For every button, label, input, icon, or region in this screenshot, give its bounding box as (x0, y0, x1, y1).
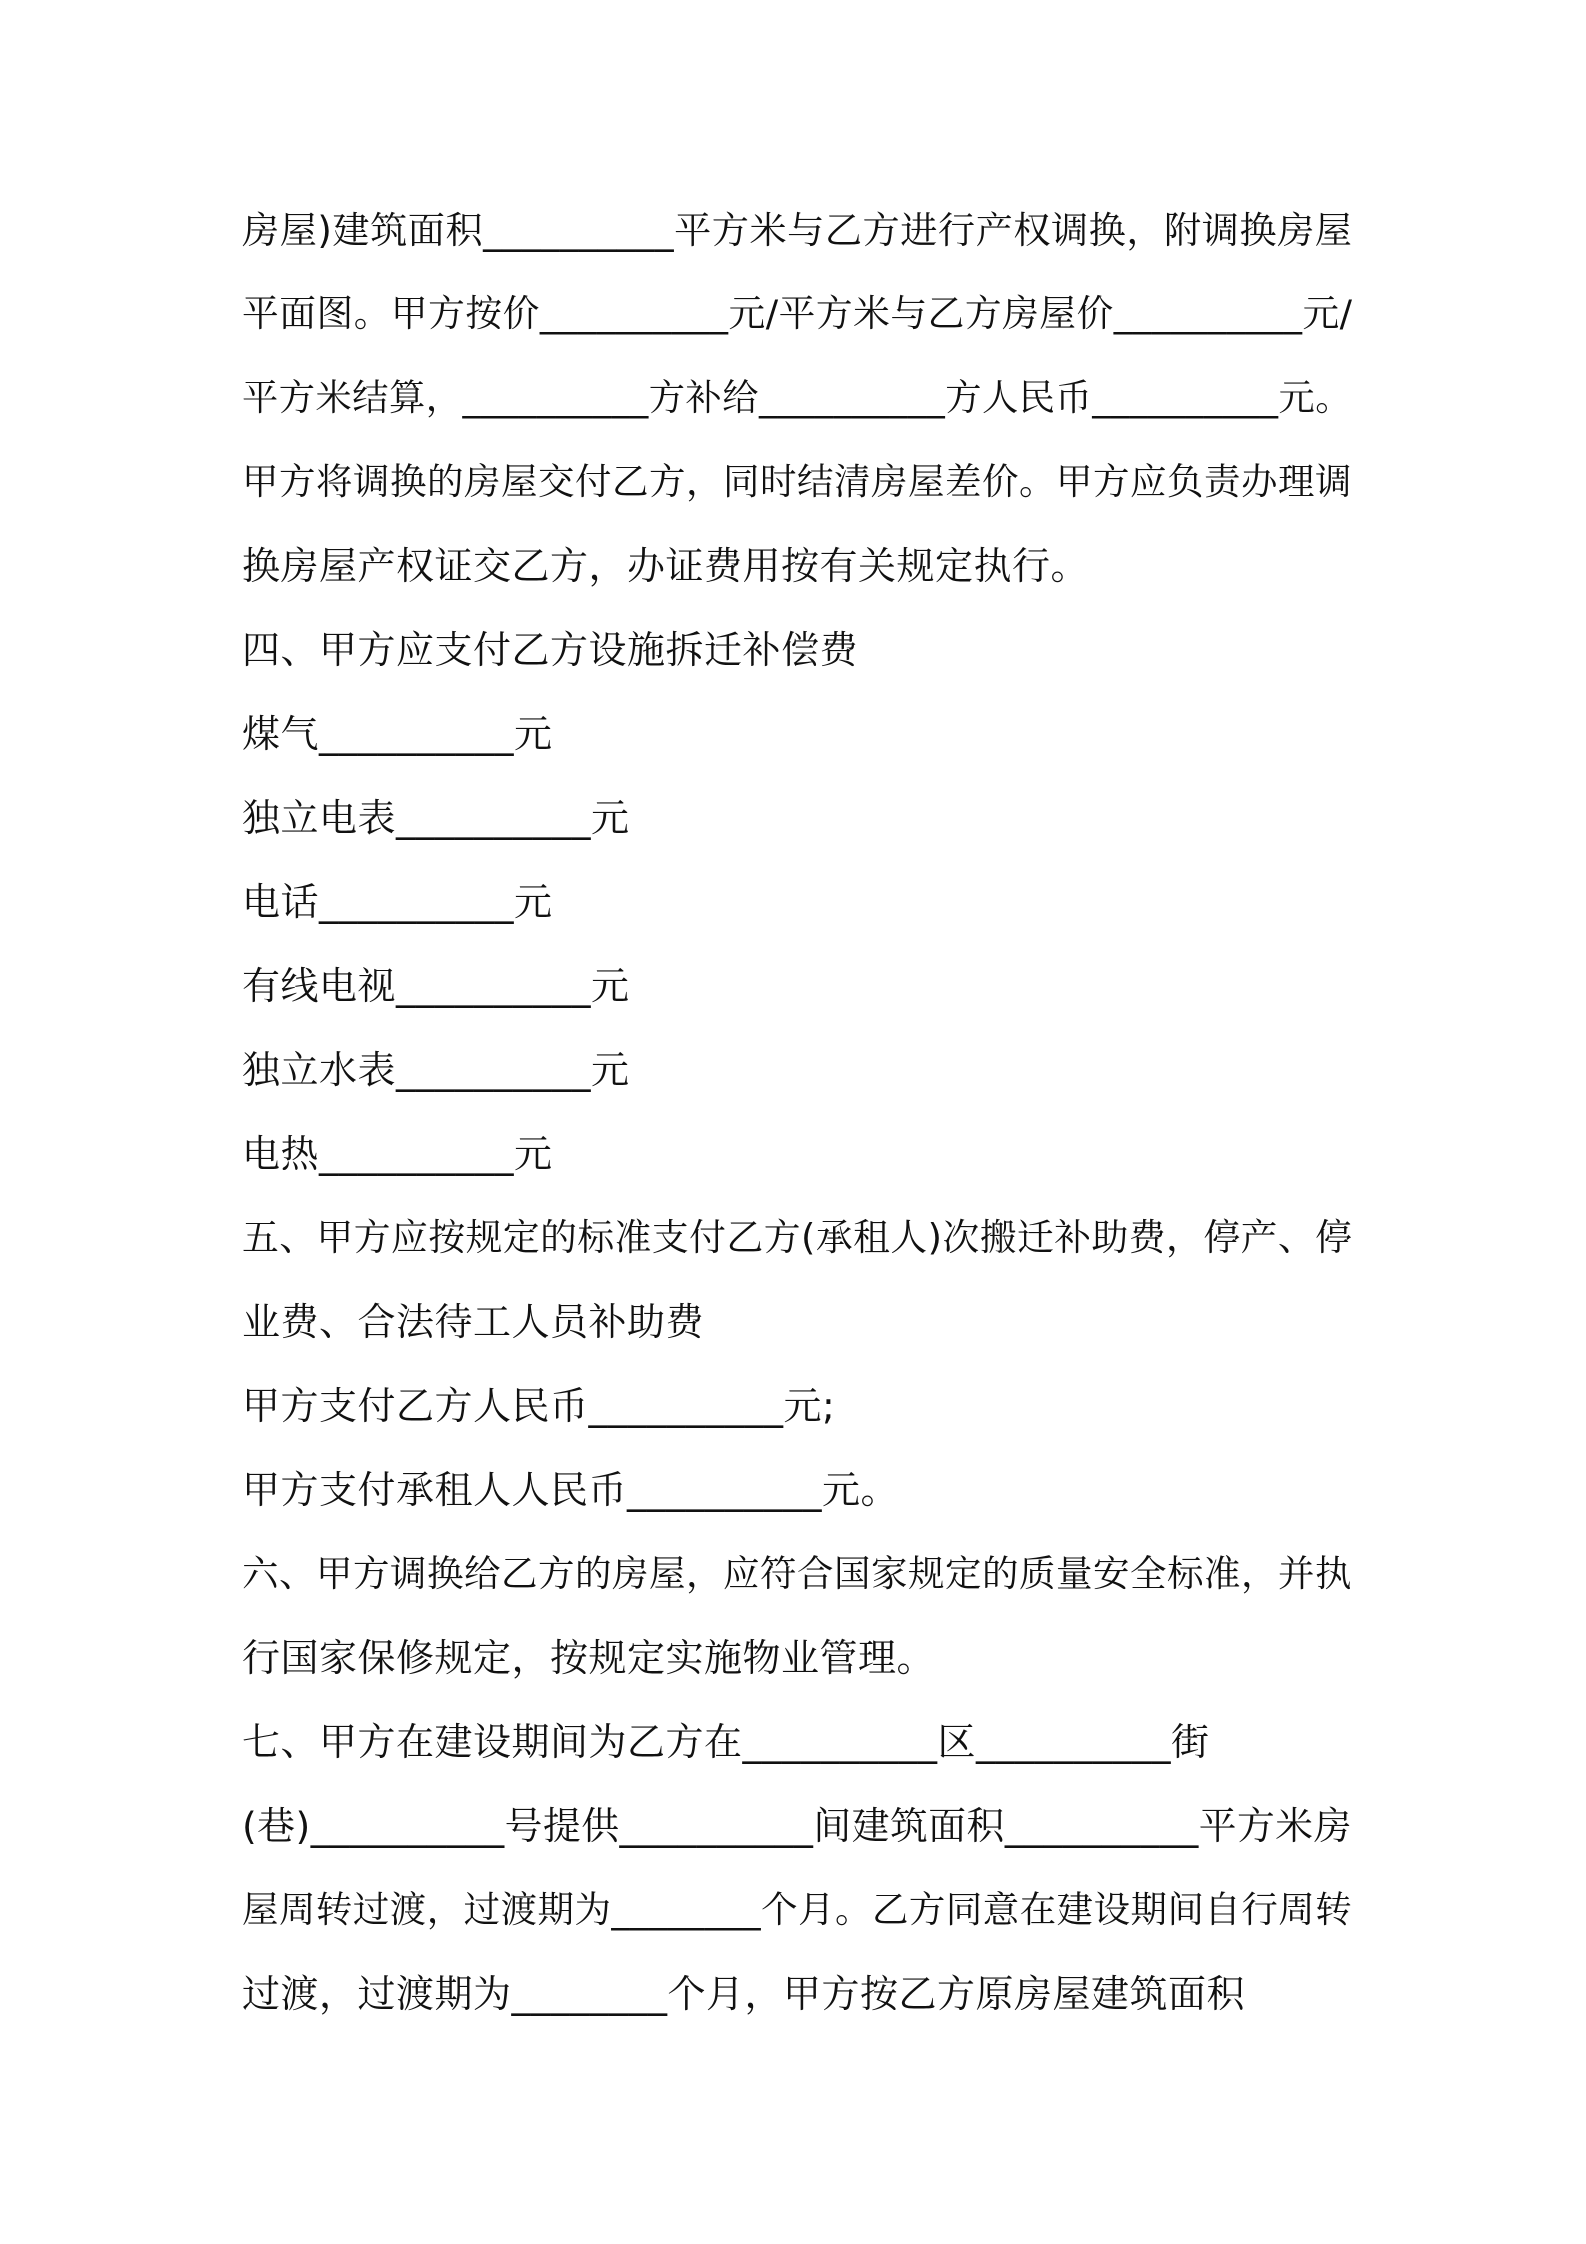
text-line: 甲方支付乙方人民币__________元; (242, 1384, 836, 1428)
section-heading: 六、甲方调换给乙方的房屋，应符合国家规定的质量安全标准，并执 (242, 1552, 1352, 1595)
text-line: 有线电视__________元 (242, 964, 630, 1008)
text-line: 煤气__________元 (242, 712, 553, 756)
text-line: 独立水表__________元 (242, 1048, 630, 1092)
section-heading: 七、甲方在建设期间为乙方在__________区__________街 (242, 1720, 1210, 1764)
text-line: 业费、合法待工人员补助费 (242, 1300, 705, 1344)
text-line: (巷)__________号提供__________间建筑面积__________平方米房 (242, 1804, 1352, 1848)
text-line: 换房屋产权证交乙方，办证费用按有关规定执行。 (242, 544, 1090, 588)
text-line: 甲方将调换的房屋交付乙方，同时结清房屋差价。甲方应负责办理调 (242, 460, 1352, 503)
text-line: 平方米结算，__________方补给__________方人民币__________元。 (242, 376, 1353, 419)
text-line: 电热__________元 (242, 1132, 553, 1176)
section-heading: 五、甲方应按规定的标准支付乙方(承租人)次搬迁补助费，停产、停 (242, 1216, 1353, 1259)
text-line: 甲方支付承租人人民币__________元。 (242, 1468, 900, 1512)
section-heading: 四、甲方应支付乙方设施拆迁补偿费 (242, 628, 859, 672)
text-line: 过渡，过渡期为________个月，甲方按乙方原房屋建筑面积 (242, 1972, 1246, 2016)
text-line: 平面图。甲方按价__________元/平方米与乙方房屋价__________元/ (242, 292, 1353, 335)
text-line: 行国家保修规定，按规定实施物业管理。 (242, 1636, 936, 1680)
text-line: 屋周转过渡，过渡期为________个月。乙方同意在建设期间自行周转 (242, 1888, 1353, 1931)
text-line: 独立电表__________元 (242, 796, 630, 840)
text-line: 房屋)建筑面积__________平方米与乙方进行产权调换，附调换房屋 (242, 208, 1353, 252)
text-line: 电话__________元 (242, 880, 553, 924)
